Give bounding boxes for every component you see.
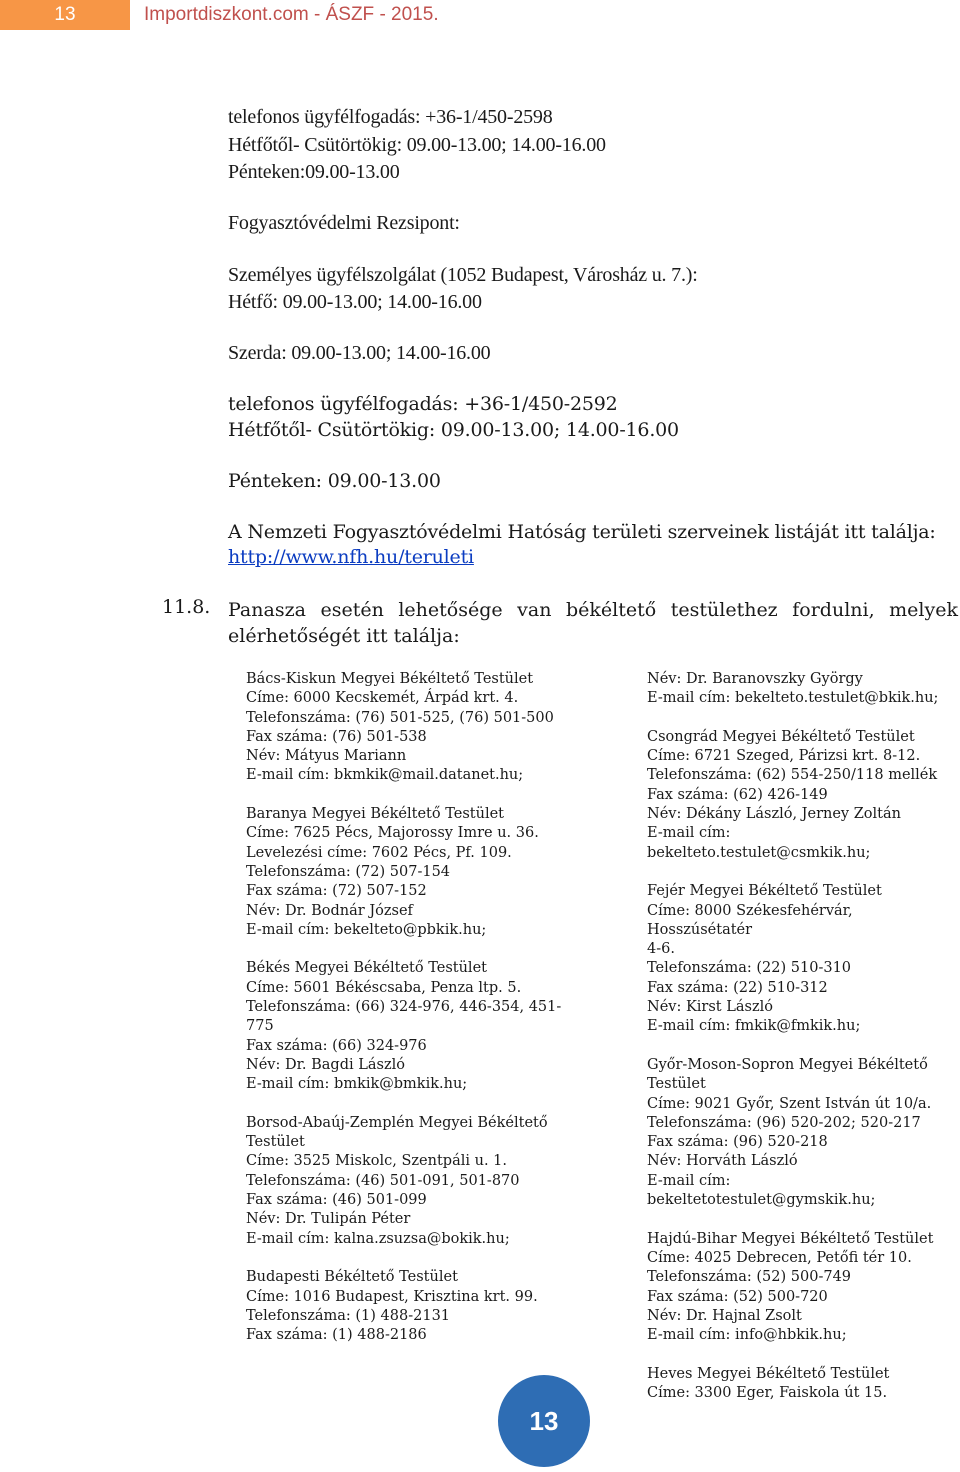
contact-line: Fax száma: (46) 501-099 [246, 1192, 427, 1209]
weekday-hours-line: Hétfőtől- Csütörtökig: 09.00-13.00; 14.00-16.00 [228, 134, 606, 156]
contact-line: Fax száma: (96) 520-218 [647, 1134, 828, 1151]
contact-line: Bács-Kiskun Megyei Békéltető Testület [246, 671, 534, 687]
contact-line: Címe: 3300 Eger, Faiskola út 15. [647, 1384, 888, 1401]
contact-line: 4-6. [647, 941, 675, 958]
contact-line: Név: Mátyus Mariann [246, 748, 407, 765]
contact-line: E-mail cím: bkmkik@mail.datanet.hu; [246, 767, 524, 784]
contact-line: Fax száma: (1) 488-2186 [246, 1327, 427, 1344]
contact-line: E-mail cím: info@hbkik.hu; [647, 1327, 847, 1344]
contact-line: Név: Dr. Baranovszky György [647, 671, 863, 687]
monday-hours-line: Hétfő: 09.00-13.00; 14.00-16.00 [228, 291, 482, 313]
contact-line: E-mail cím: bekelteto.testulet@bkik.hu; [647, 690, 939, 707]
contact-line: Telefonszáma: (96) 520-202; 520-217 [647, 1114, 921, 1131]
contact-line: Testület [647, 1076, 706, 1093]
right-column-contacts [647, 670, 947, 1403]
wednesday-hours-line: Szerda: 09.00-13.00; 14.00-16.00 [228, 342, 491, 364]
contact-entry [246, 805, 606, 940]
contact-line: Címe: 6000 Kecskemét, Árpád krt. 4. [246, 690, 519, 707]
contact-entry [246, 1114, 606, 1249]
contact-line: Telefonszáma: (22) 510-310 [647, 960, 852, 977]
phone-hours-line-2: telefonos ügyfélfogadás: +36-1/450-2592 [228, 393, 618, 415]
contact-line: Borsod-Abaúj-Zemplén Megyei Békéltető [246, 1114, 548, 1131]
contact-line: Telefonszáma: (52) 500-749 [647, 1269, 852, 1286]
contact-line: E-mail cím: fmkik@fmkik.hu; [647, 1018, 861, 1035]
contact-line: Fax száma: (72) 507-152 [246, 883, 427, 900]
contact-line: Név: Kirst László [647, 999, 773, 1016]
phone-hours-line: telefonos ügyfélfogadás: +36-1/450-2598 [228, 106, 553, 128]
rezsipont-heading: Fogyasztóvédelmi Rezsipont: [228, 212, 460, 234]
contact-entry [246, 670, 606, 786]
weekday-hours-line-2: Hétfőtől- Csütörtökig: 09.00-13.00; 14.00-16.00 [228, 419, 679, 441]
contact-line: Név: Dr. Hajnal Zsolt [647, 1307, 802, 1324]
contact-line: Telefonszáma: (46) 501-091, 501-870 [246, 1172, 520, 1189]
contact-line: Fax száma: (66) 324-976 [246, 1037, 427, 1054]
contact-line: Név: Dékány László, Jerney Zoltán [647, 806, 901, 823]
contact-line: E-mail cím: kalna.zsuzsa@bokik.hu; [246, 1230, 510, 1247]
contact-line: Telefonszáma: (76) 501-525, (76) 501-500 [246, 709, 554, 726]
contact-line: Címe: 3525 Miskolc, Szentpáli u. 1. [246, 1153, 508, 1170]
contact-line: Fejér Megyei Békéltető Testület [647, 883, 882, 900]
contact-line: Fax száma: (22) 510-312 [647, 979, 828, 996]
contact-line: Fax száma: (62) 426-149 [647, 786, 828, 803]
contact-line: Hajdú-Bihar Megyei Békéltető Testület [647, 1230, 934, 1247]
contact-line: Címe: 9021 Győr, Szent István út 10/a. [647, 1095, 932, 1112]
contact-line: Név: Dr. Bagdi László [246, 1056, 405, 1073]
friday-hours-line: Pénteken:09.00-13.00 [228, 161, 400, 183]
contact-line: Heves Megyei Békéltető Testület [647, 1365, 890, 1382]
contact-line: Címe: 1016 Budapest, Krisztina krt. 99. [246, 1288, 538, 1305]
contact-line: Címe: 6721 Szeged, Párizsi krt. 8-12. [647, 748, 921, 765]
contact-line: Győr-Moson-Sopron Megyei Békéltető [647, 1056, 928, 1073]
contact-line: Csongrád Megyei Békéltető Testület [647, 728, 915, 745]
contact-line: Telefonszáma: (62) 554-250/118 mellék [647, 767, 938, 784]
header-page-number: 13 [0, 0, 130, 30]
contact-line: Baranya Megyei Békéltető Testület [246, 806, 504, 823]
contact-entry [647, 1056, 947, 1210]
contact-line: E-mail cím: bekelteto.testulet@csmkik.hu; [647, 825, 871, 861]
header-title: Importdiszkont.com - ÁSZF - 2015. [144, 4, 439, 25]
contact-line: Levelezési címe: 7602 Pécs, Pf. 109. [246, 844, 512, 861]
contact-line: Telefonszáma: (72) 507-154 [246, 863, 451, 880]
nfh-list-text: A Nemzeti Fogyasztóvédelmi Hatóság területi szerveinek listáját itt találja: [228, 521, 936, 543]
contact-line: Címe: 7625 Pécs, Majorossy Imre u. 36. [246, 825, 539, 842]
contact-line: Címe: 5601 Békéscsaba, Penza ltp. 5. [246, 979, 522, 996]
contact-entry [246, 1268, 606, 1345]
personal-service-line: Személyes ügyfélszolgálat (1052 Budapest, Városház u. 7.): [228, 264, 698, 286]
contact-line: 775 [246, 1018, 274, 1035]
contact-line: E-mail cím: bmkik@bmkik.hu; [246, 1076, 468, 1093]
footer-page-number: 13 [498, 1375, 590, 1467]
contact-line: Budapesti Békéltető Testület [246, 1269, 458, 1286]
contact-line: Testület [246, 1134, 305, 1151]
section-text-line1: Panasza esetén lehetősége van békéltető testülethez fordulni, melyek [228, 599, 958, 621]
contact-line: Telefonszáma: (66) 324-976, 446-354, 451- [246, 999, 562, 1016]
contact-entry [647, 728, 947, 863]
contact-line: E-mail cím: bekeltetotestulet@gymskik.hu; [647, 1172, 876, 1209]
contact-line: Telefonszáma: (1) 488-2131 [246, 1307, 451, 1324]
contact-line: Fax száma: (52) 500-720 [647, 1288, 828, 1305]
contact-entry [647, 882, 947, 1036]
contact-line: Címe: 8000 Székesfehérvár, Hosszúsétatér [647, 902, 858, 938]
contact-entry [647, 1230, 947, 1346]
contact-line: Név: Horváth László [647, 1153, 798, 1170]
contact-line: Címe: 4025 Debrecen, Petőfi tér 10. [647, 1249, 912, 1266]
contact-entry [246, 959, 606, 1094]
contact-line: E-mail cím: bekelteto@pbkik.hu; [246, 921, 487, 938]
page-header [0, 0, 960, 30]
left-column-contacts [246, 670, 606, 1345]
contact-entry [647, 1365, 947, 1404]
section-number: 11.8. [162, 596, 211, 618]
contact-line: Név: Dr. Bodnár József [246, 902, 413, 919]
friday-hours-line-2: Pénteken: 09.00-13.00 [228, 470, 441, 492]
contact-line: Fax száma: (76) 501-538 [246, 728, 427, 745]
contact-line: Békés Megyei Békéltető Testület [246, 960, 487, 977]
contact-entry [647, 670, 947, 709]
section-text-line2: elérhetőségét itt találja: [228, 625, 460, 647]
nfh-link[interactable]: http://www.nfh.hu/teruleti [228, 546, 474, 568]
contact-line: Név: Dr. Tulipán Péter [246, 1211, 411, 1228]
